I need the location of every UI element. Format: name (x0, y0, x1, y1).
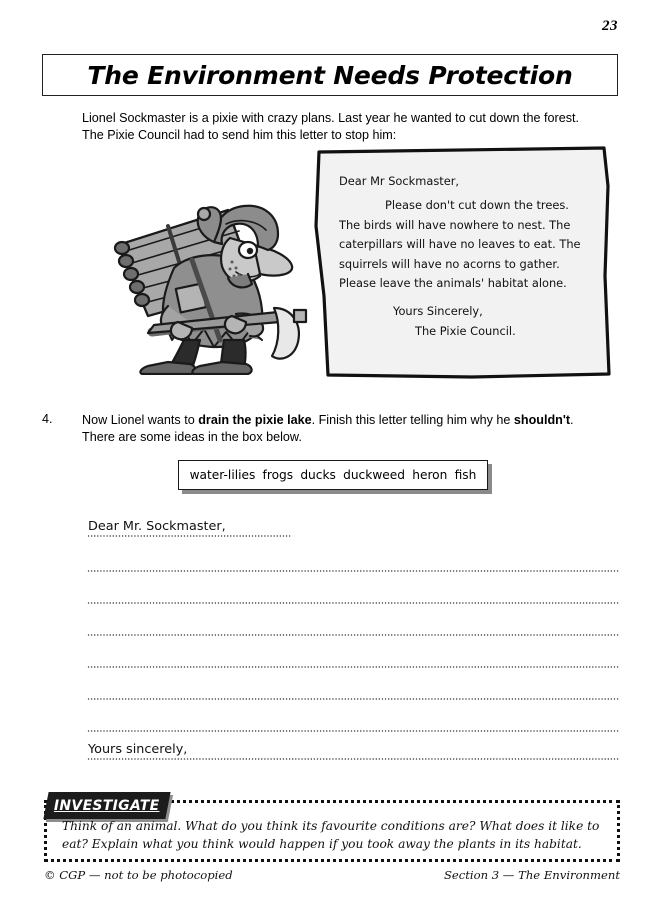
intro-line-1: Lionel Sockmaster is a pixie with crazy plans. Last year he wanted to cut down the forest. (82, 111, 580, 125)
question-bold-shouldnt: shouldn't (513, 413, 571, 427)
footer-section: Section 3 — The Environment (443, 868, 620, 882)
question-line-1 (82, 412, 622, 429)
word-bank-item: fish (454, 468, 477, 482)
word-bank-item: duckweed (343, 468, 406, 482)
word-bank-box (178, 460, 488, 490)
answer-dotted-line[interactable] (87, 535, 292, 537)
answer-salutation-label: Dear Mr. Sockmaster, (88, 519, 226, 534)
answer-row-signoff[interactable] (87, 728, 620, 760)
letter-paragraph: Please don't cut down the trees. The birds will have nowhere to nest. The caterpillars will have no leaves to eat. The squirrels will have no acorns to gather. Please leave the animals' habitat alone. (339, 198, 581, 291)
question-part-c: . (570, 413, 574, 427)
letter-signoff (339, 302, 591, 341)
page-number: 23 (602, 18, 618, 34)
question-text (82, 412, 622, 446)
question-bold-drain-lake: drain the pixie lake (198, 413, 312, 427)
intro-paragraph (82, 110, 622, 144)
pixie-council-letter (312, 146, 612, 380)
word-bank-item: heron (412, 468, 448, 482)
answer-row-blank[interactable] (87, 636, 620, 668)
investigate-banner-label: INVESTIGATE (54, 797, 160, 814)
answer-row-blank[interactable] (87, 668, 620, 700)
investigate-box (44, 792, 620, 862)
page-footer (44, 868, 620, 882)
footer-copyright: © CGP — not to be photocopied (44, 868, 233, 882)
investigate-line-1: Think of an animal. What do you think its favourite conditions are? What does it like to (62, 819, 600, 833)
answer-lines-area[interactable] (87, 505, 620, 757)
question-line-2: There are some ideas in the box below. (82, 430, 302, 444)
answer-dotted-line[interactable] (87, 758, 620, 760)
answer-row-blank[interactable] (87, 572, 620, 604)
investigate-banner (43, 792, 170, 819)
answer-row-salutation[interactable] (87, 505, 620, 537)
pixie-lumberjack-illustration (108, 190, 318, 375)
answer-signoff-label: Yours sincerely, (88, 742, 188, 757)
question-part-a: Now Lionel wants to (82, 413, 199, 427)
page-title: The Environment Needs Protection (87, 60, 573, 90)
word-bank-item: ducks (300, 468, 336, 482)
investigate-text (62, 818, 607, 853)
word-bank-item: frogs (262, 468, 294, 482)
letter-sender: The Pixie Council. (415, 323, 516, 338)
letter-signoff-text: Yours Sincerely, (393, 304, 483, 319)
answer-row-blank[interactable] (87, 540, 620, 572)
investigate-line-2: eat? Explain what you think would happen if you took away the plants in its habitat. (62, 836, 582, 851)
question-part-b: . Finish this letter telling him why he (311, 413, 514, 427)
question-number: 4. (42, 412, 53, 426)
word-bank-item: water-lilies (189, 468, 256, 482)
letter-body-text (339, 172, 591, 341)
answer-row-blank[interactable] (87, 604, 620, 636)
page-title-box (42, 54, 618, 96)
letter-salutation: Dear Mr Sockmaster, (339, 174, 460, 188)
intro-line-2: The Pixie Council had to send him this letter to stop him: (82, 128, 397, 142)
